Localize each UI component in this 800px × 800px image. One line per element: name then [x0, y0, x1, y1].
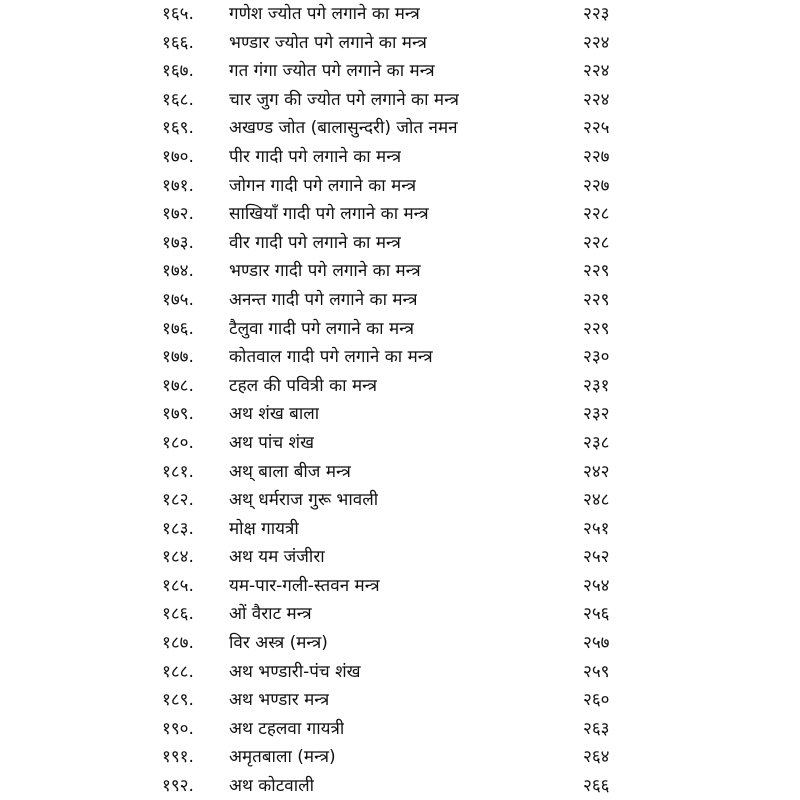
entry-page-number: २६०: [583, 690, 610, 711]
toc-entry: [0, 315, 800, 344]
entry-title: अथ भण्डार मन्त्र: [229, 690, 330, 711]
entry-number: १८८.: [162, 661, 194, 682]
entry-page-number: २४८: [583, 490, 610, 511]
entry-number: १७९.: [162, 404, 194, 425]
entry-number: १८१.: [162, 461, 194, 482]
entry-page-number: २४२: [583, 461, 610, 482]
toc-entry: [0, 486, 800, 515]
toc-entry: [0, 200, 800, 229]
entry-title: अथ कोटवाली: [229, 776, 315, 797]
entry-number: १६६.: [162, 32, 194, 53]
entry-page-number: २५४: [583, 575, 610, 596]
entry-number: १७५.: [162, 289, 194, 310]
entry-page-number: २५२: [583, 547, 610, 568]
toc-entry: [0, 86, 800, 115]
entry-page-number: २२९: [583, 289, 610, 310]
entry-page-number: २६३: [583, 718, 610, 739]
entry-title: अथ भण्डारी-पंच शंख: [229, 661, 361, 682]
toc-entry: [0, 715, 800, 744]
toc-entry: [0, 658, 800, 687]
entry-number: १७४.: [162, 261, 194, 282]
entry-title: चार जुग की ज्योत पगे लगाने का मन्त्र: [229, 89, 459, 110]
entry-page-number: २५१: [583, 518, 610, 539]
toc-entry: [0, 229, 800, 258]
entry-page-number: २२९: [583, 318, 610, 339]
entry-title: भण्डार ज्योत पगे लगाने का मन्त्र: [229, 32, 427, 53]
toc-entry: [0, 629, 800, 658]
entry-title: कोतवाल गादी पगे लगाने का मन्त्र: [229, 347, 433, 368]
entry-page-number: २५६: [583, 604, 610, 625]
entry-title: ओं वैराट मन्त्र: [229, 604, 312, 625]
toc-entry: [0, 543, 800, 572]
toc-entry: [0, 686, 800, 715]
entry-title: मोक्ष गायत्री: [229, 518, 299, 539]
entry-number: १७३.: [162, 232, 194, 253]
entry-title: भण्डार गादी पगे लगाने का मन्त्र: [229, 261, 421, 282]
entry-number: १८६.: [162, 604, 194, 625]
entry-number: १८९.: [162, 690, 194, 711]
entry-page-number: २२४: [583, 32, 610, 53]
entry-number: १८०.: [162, 432, 194, 453]
entry-page-number: २३०: [583, 347, 610, 368]
entry-title: अमृतबाला (मन्त्र): [229, 747, 336, 768]
entry-page-number: २६४: [583, 747, 610, 768]
entry-page-number: २५९: [583, 661, 610, 682]
entry-page-number: २२३: [583, 4, 610, 24]
entry-title: अखण्ड जोत (बालासुन्दरी) जोत नमन: [229, 118, 458, 139]
entry-page-number: २३२: [583, 404, 610, 425]
entry-title: टैलुवा गादी पगे लगाने का मन्त्र: [229, 318, 415, 339]
entry-title: विर अस्त्र (मन्त्र): [229, 633, 328, 654]
entry-title: पीर गादी पगे लगाने का मन्त्र: [229, 146, 402, 167]
entry-title: वीर गादी पगे लगाने का मन्त्र: [229, 232, 401, 253]
entry-title: गत गंगा ज्योत पगे लगाने का मन्त्र: [229, 61, 435, 82]
entry-title: अथ टहलवा गायत्री: [229, 718, 345, 739]
entry-number: १८४.: [162, 547, 194, 568]
toc-entry: [0, 57, 800, 86]
entry-title: अनन्त गादी पगे लगाने का मन्त्र: [229, 289, 418, 310]
entry-page-number: २३१: [583, 375, 610, 396]
entry-number: १७१.: [162, 175, 194, 196]
entry-page-number: २२५: [583, 118, 610, 139]
toc-entry: [0, 143, 800, 172]
entry-title: जोगन गादी पगे लगाने का मन्त्र: [229, 175, 417, 196]
toc-entry: [0, 343, 800, 372]
entry-number: १७८.: [162, 375, 194, 396]
toc-entry: [0, 400, 800, 429]
entry-page-number: २२९: [583, 261, 610, 282]
entry-number: १८२.: [162, 490, 194, 511]
entry-number: १६८.: [162, 89, 194, 110]
entry-number: १९२.: [162, 776, 194, 797]
entry-page-number: २२७: [583, 175, 610, 196]
toc-entry: [0, 600, 800, 629]
entry-number: १७०.: [162, 146, 194, 167]
entry-number: १६७.: [162, 61, 194, 82]
entry-number: १७२.: [162, 204, 194, 225]
entry-title: गणेश ज्योत पगे लगाने का मन्त्र: [229, 4, 420, 24]
toc-entry: [0, 515, 800, 544]
entry-number: १८७.: [162, 633, 194, 654]
toc-entry: [0, 114, 800, 143]
entry-title: अथ् धर्मराज गुरू भावली: [229, 490, 379, 511]
entry-number: १७७.: [162, 347, 194, 368]
toc-entry: [0, 29, 800, 58]
entry-page-number: २३८: [583, 432, 610, 453]
toc-entry: [0, 572, 800, 601]
entry-page-number: २२४: [583, 61, 610, 82]
entry-page-number: २६६: [583, 776, 610, 797]
entry-number: १९०.: [162, 718, 194, 739]
entry-number: १७६.: [162, 318, 194, 339]
entry-page-number: २२८: [583, 232, 610, 253]
toc-entry: [0, 0, 800, 29]
entry-number: १८३.: [162, 518, 194, 539]
toc-entry: [0, 372, 800, 401]
toc-entry: [0, 172, 800, 201]
entry-page-number: २२८: [583, 204, 610, 225]
toc-entry: [0, 743, 800, 772]
entry-title: अथ पांच शंख: [229, 432, 314, 453]
entry-number: १६५.: [162, 4, 194, 24]
entry-title: टहल की पवित्री का मन्त्र: [229, 375, 378, 396]
entry-page-number: २२४: [583, 89, 610, 110]
entry-number: १६९.: [162, 118, 194, 139]
entry-page-number: २२७: [583, 146, 610, 167]
entry-title: अथ यम जंजीरा: [229, 547, 325, 568]
entry-number: १८५.: [162, 575, 194, 596]
toc-entry: [0, 458, 800, 487]
toc-entry: [0, 286, 800, 315]
entry-number: १९१.: [162, 747, 194, 768]
toc-entry: [0, 772, 800, 800]
entry-title: अथ शंख बाला: [229, 404, 320, 425]
toc-entry: [0, 257, 800, 286]
entry-title: अथ् बाला बीज मन्त्र: [229, 461, 351, 482]
toc-entry: [0, 429, 800, 458]
entry-page-number: २५७: [583, 633, 610, 654]
entry-title: यम-पार-गली-स्तवन मन्त्र: [229, 575, 380, 596]
entry-title: साखियाँ गादी पगे लगाने का मन्त्र: [229, 204, 429, 225]
